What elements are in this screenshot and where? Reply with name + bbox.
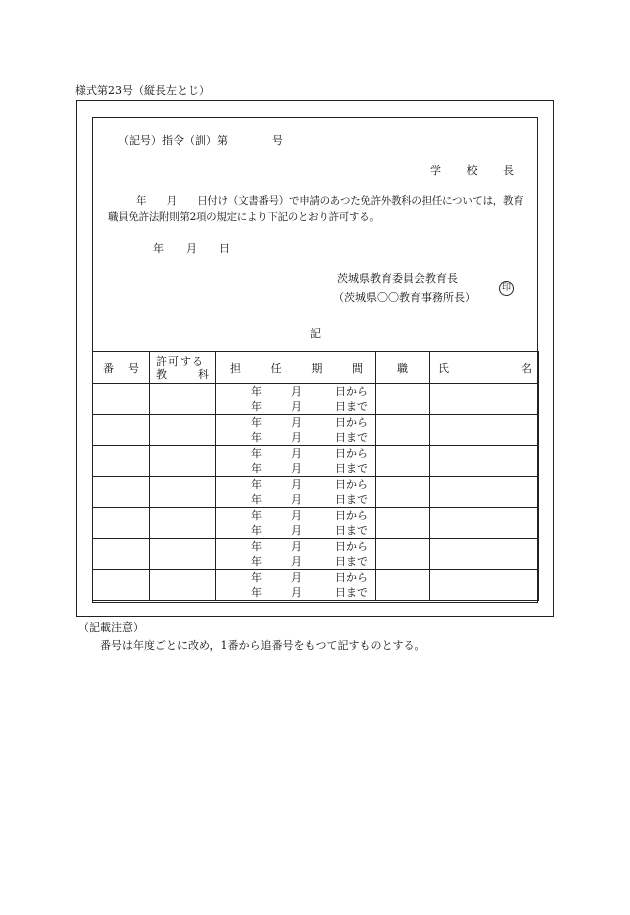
subject-cell (150, 477, 216, 508)
period-from-line (216, 570, 375, 585)
period-text: 月 (291, 509, 302, 522)
permit-table (92, 351, 539, 601)
period-text: 月 (291, 447, 302, 460)
subject-cell (150, 415, 216, 446)
period-text: 年 (251, 416, 262, 429)
header-subject-top: 許可する (156, 354, 204, 368)
table-row (93, 477, 539, 508)
number-cell (93, 415, 150, 446)
name-cell (430, 384, 539, 415)
period-to-line (216, 554, 375, 569)
period-from-line (216, 446, 375, 461)
recipient (430, 165, 514, 176)
ki-heading: 記 (310, 327, 321, 340)
recipient-char: 長 (503, 164, 514, 177)
period-text: 日まで (335, 462, 368, 475)
header-subject (150, 352, 216, 384)
period-cell (216, 508, 376, 539)
subject-cell (150, 508, 216, 539)
period-text: 年 (251, 493, 262, 506)
number-cell (93, 508, 150, 539)
period-text: 月 (291, 385, 302, 398)
number-cell (93, 446, 150, 477)
subject-cell (150, 384, 216, 415)
recipient-char: 学 (430, 164, 441, 177)
period-text: 日から (335, 416, 368, 429)
notes-heading: （記載注意） (78, 621, 144, 634)
table-header-row (93, 352, 539, 384)
period-text: 日まで (335, 524, 368, 537)
number-cell (93, 384, 150, 415)
table-row (93, 539, 539, 570)
period-text: 年 (251, 400, 262, 413)
header-char: 担 (230, 361, 241, 375)
table-row (93, 384, 539, 415)
name-cell (430, 415, 539, 446)
period-from-line (216, 415, 375, 430)
reference-number: （記号）指令（訓）第 号 (118, 134, 283, 147)
period-text: 年 (251, 431, 262, 444)
subject-cell (150, 446, 216, 477)
period-text: 日から (335, 540, 368, 553)
period-text: 年 (251, 462, 262, 475)
subject-cell (150, 539, 216, 570)
recipient-char: 校 (466, 164, 478, 177)
position-cell (376, 570, 430, 601)
name-cell (430, 446, 539, 477)
period-to-line (216, 399, 375, 414)
period-to-line (216, 585, 375, 600)
header-position: 職 (376, 352, 430, 384)
position-cell (376, 384, 430, 415)
period-text: 日から (335, 571, 368, 584)
period-text: 月 (291, 462, 302, 475)
period-text: 月 (291, 431, 302, 444)
issuer-name: 茨城県教育委員会教育長 (337, 272, 458, 285)
period-text: 月 (291, 478, 302, 491)
period-text: 月 (291, 524, 302, 537)
name-cell (430, 477, 539, 508)
period-from-line (216, 477, 375, 492)
header-char: 間 (351, 361, 363, 375)
period-from-line (216, 539, 375, 554)
period-text: 日から (335, 447, 368, 460)
header-char: 号 (128, 361, 139, 375)
header-period (216, 352, 376, 384)
period-from-line (216, 384, 375, 399)
period-text: 月 (291, 540, 302, 553)
table-row (93, 570, 539, 601)
position-cell (376, 508, 430, 539)
period-to-line (216, 461, 375, 476)
header-char: 期 (311, 361, 323, 375)
period-text: 年 (251, 540, 262, 553)
period-cell (216, 570, 376, 601)
period-text: 年 (251, 555, 262, 568)
period-text: 年 (251, 509, 262, 522)
position-cell (376, 539, 430, 570)
issuer-office: （茨城県〇〇教育事務所長） (333, 291, 476, 304)
period-text: 日まで (335, 493, 368, 506)
form-number: 様式第23号（縦長左とじ） (75, 84, 210, 97)
period-text: 月 (291, 555, 302, 568)
number-cell (93, 539, 150, 570)
name-cell (430, 570, 539, 601)
period-text: 年 (251, 447, 262, 460)
position-cell (376, 477, 430, 508)
period-cell (216, 384, 376, 415)
period-text: 月 (291, 416, 302, 429)
number-cell (93, 570, 150, 601)
period-text: 年 (251, 478, 262, 491)
period-text: 年 (251, 586, 262, 599)
period-to-line (216, 492, 375, 507)
period-text: 月 (291, 586, 302, 599)
period-text: 日まで (335, 586, 368, 599)
period-to-line (216, 430, 375, 445)
body-text-line-1: 年 月 日付け（文書番号）で申請のあつた免許外教科の担任については，教育 (136, 195, 524, 207)
period-text: 年 (251, 571, 262, 584)
period-text: 月 (291, 400, 302, 413)
name-cell (430, 508, 539, 539)
header-char: 番 (103, 361, 114, 375)
header-char: 任 (270, 361, 282, 375)
period-text: 月 (291, 571, 302, 584)
subject-cell (150, 570, 216, 601)
header-char: 氏 (438, 361, 449, 375)
period-cell (216, 415, 376, 446)
period-cell (216, 477, 376, 508)
period-from-line (216, 508, 375, 523)
table-row (93, 415, 539, 446)
name-cell (430, 539, 539, 570)
period-text: 年 (251, 385, 262, 398)
header-char: 教 (156, 367, 167, 381)
notes-text: 番号は年度ごとに改め，1番から追番号をもつて記すものとする。 (100, 639, 426, 652)
position-cell (376, 415, 430, 446)
position-cell (376, 446, 430, 477)
header-name (430, 352, 539, 384)
header-char: 名 (521, 361, 532, 375)
body-text-line-2: 職員免許法附則第2項の規定により下記のとおり許可する。 (108, 211, 380, 223)
period-text: 日まで (335, 431, 368, 444)
number-cell (93, 477, 150, 508)
seal-mark: 印 (499, 281, 514, 296)
period-text: 日から (335, 478, 368, 491)
period-cell (216, 446, 376, 477)
period-text: 年 (251, 524, 262, 537)
table-row (93, 446, 539, 477)
header-number (93, 352, 150, 384)
period-to-line (216, 523, 375, 538)
table-row (93, 508, 539, 539)
period-text: 日から (335, 385, 368, 398)
issue-date: 年 月 日 (153, 242, 230, 255)
period-text: 日まで (335, 400, 368, 413)
period-text: 日から (335, 509, 368, 522)
period-cell (216, 539, 376, 570)
period-text: 月 (291, 493, 302, 506)
period-text: 日まで (335, 555, 368, 568)
header-char: 科 (198, 367, 209, 381)
